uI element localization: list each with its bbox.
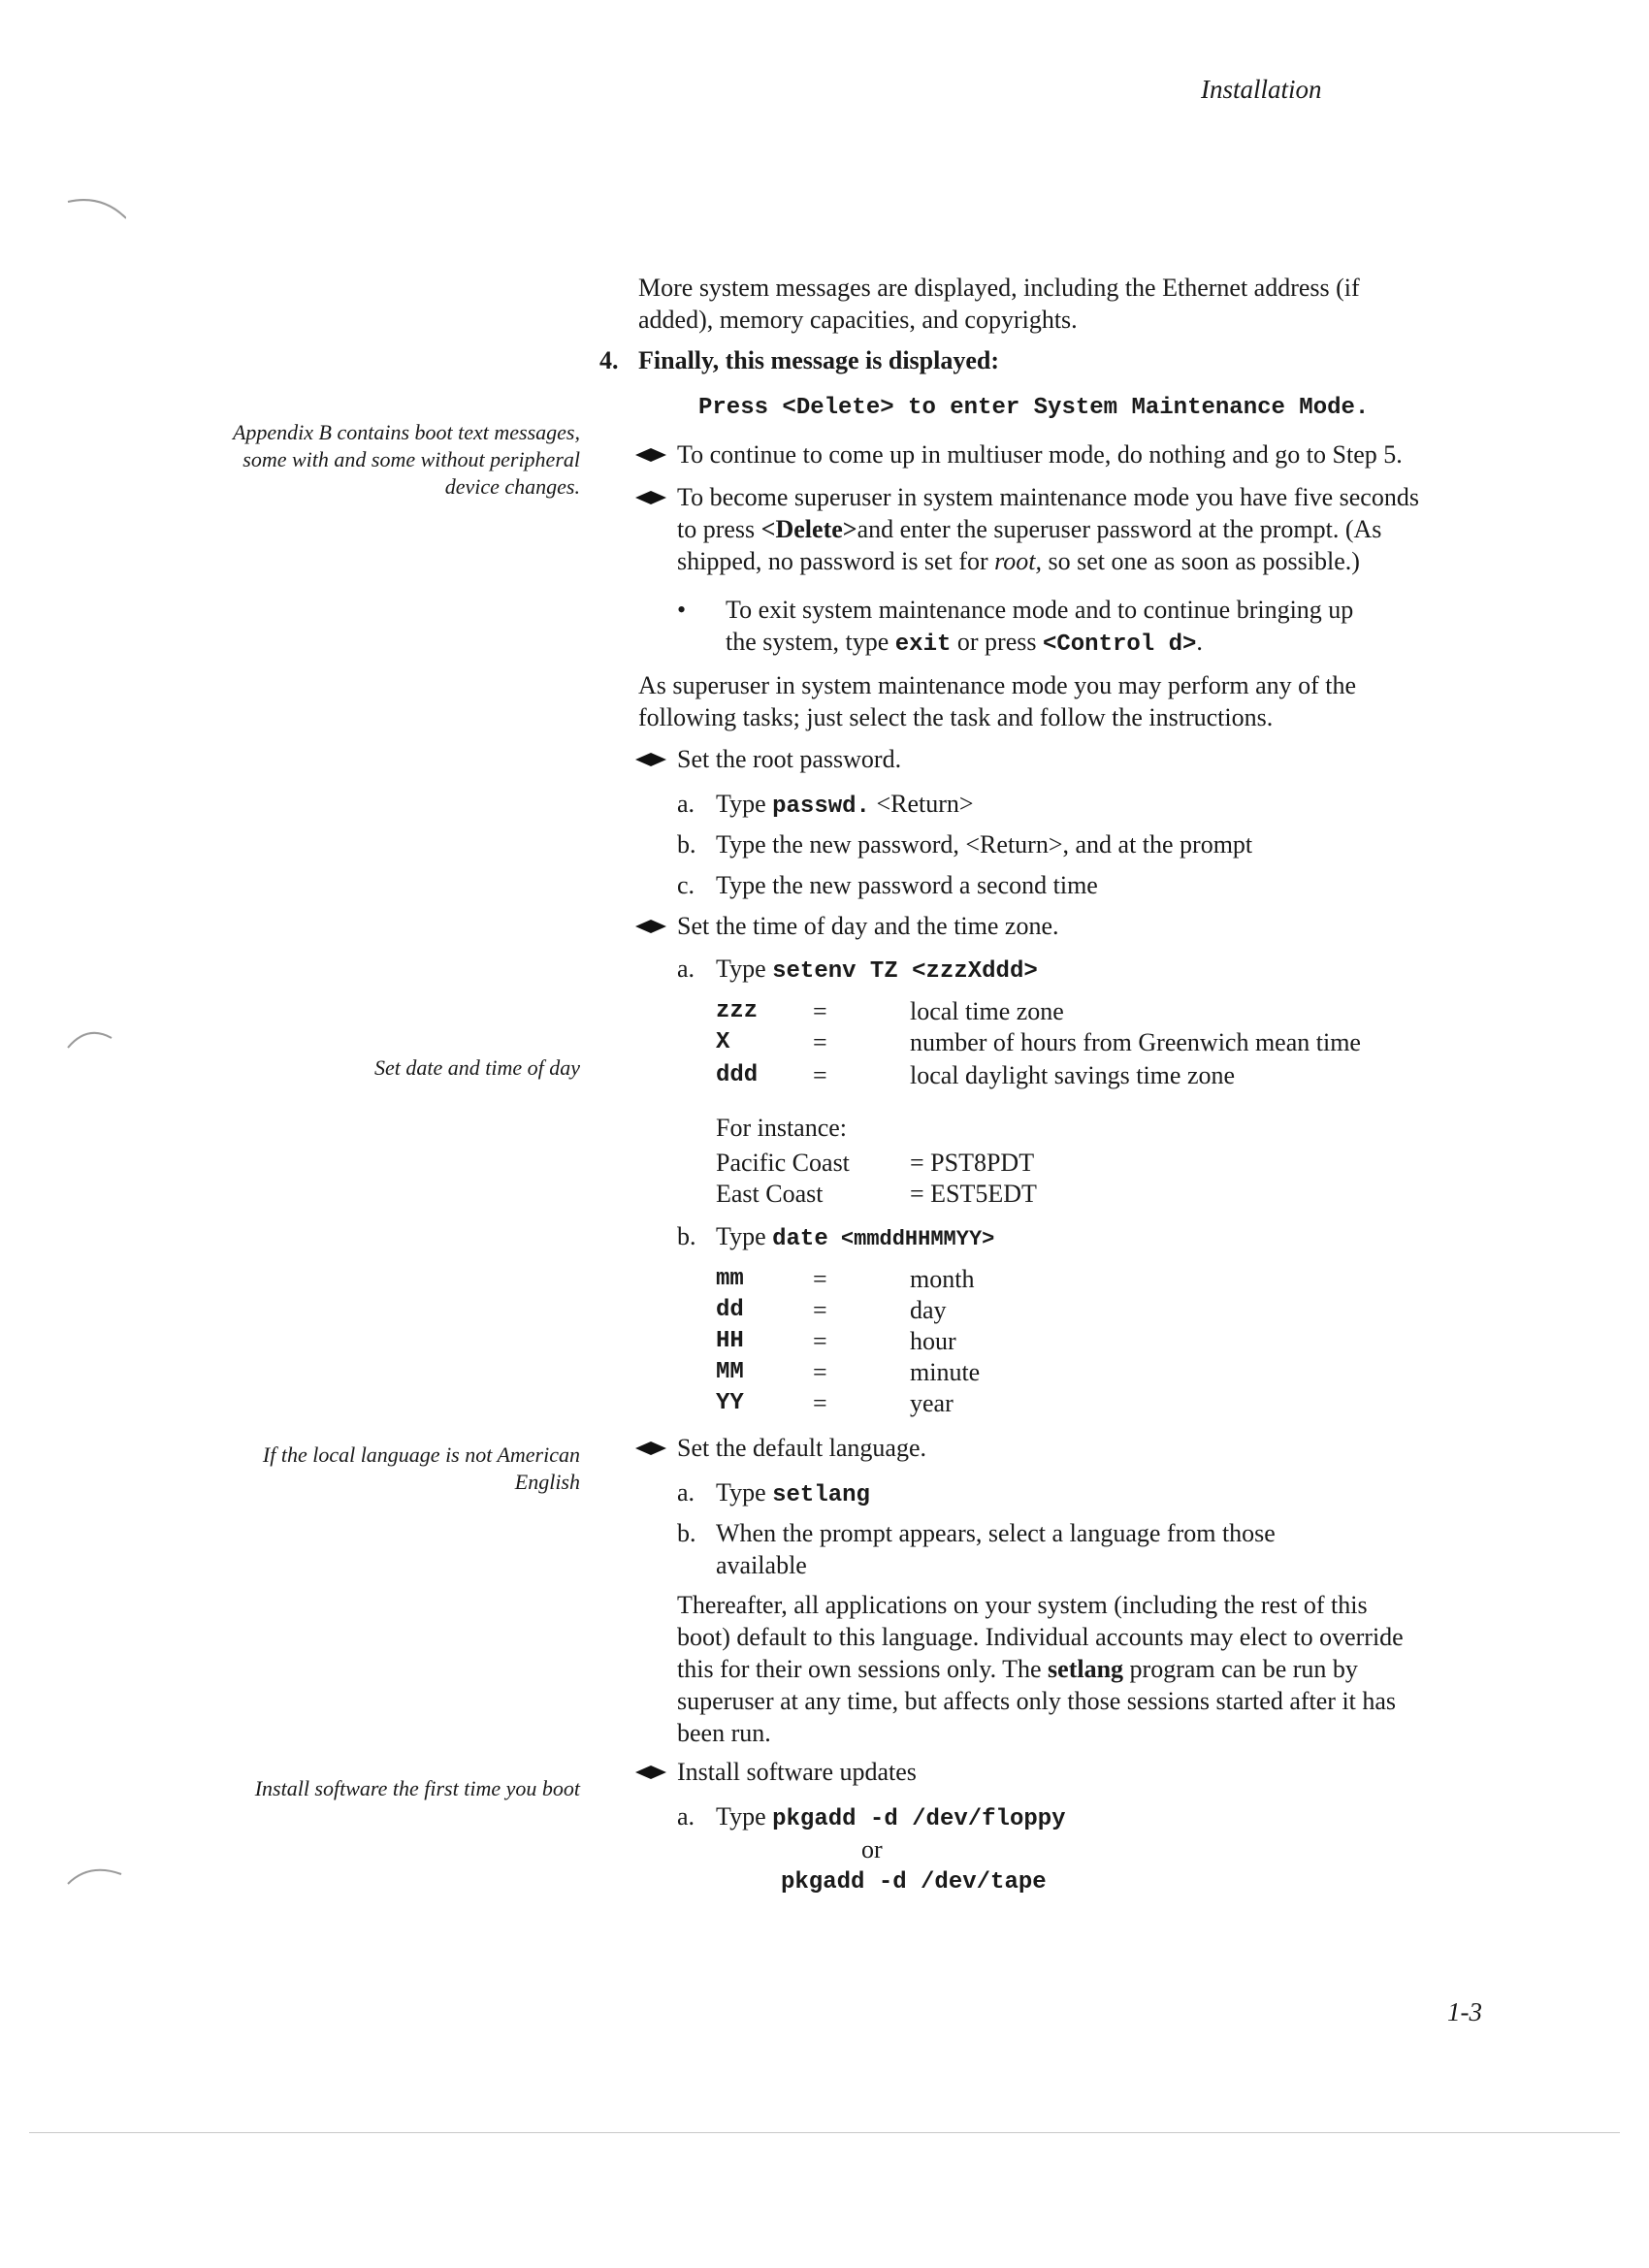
language-paragraph: Thereafter, all applications on your system (including the rest of this boot) default to this language. Individual accounts may elect to override this for their own sessions only. The setlang program can be run by superuser at any time, but affects only those sessions started after it has been run. xyxy=(677,1591,1404,1747)
date-definition-row: MM = minute xyxy=(716,1358,981,1386)
sidebar-note-install-software: Install software the first time you boot xyxy=(254,1776,580,1800)
intro-paragraph: More system messages are displayed, including the Ethernet address (if added), memory capacities, and copyrights. xyxy=(638,274,1360,334)
task-install-software: Install software updates xyxy=(677,1758,917,1786)
diamond-bullet-icon xyxy=(635,1766,666,1779)
boot-message: Press <Delete> to enter System Maintenance Mode. xyxy=(698,395,1370,421)
date-definition-row: mm = month xyxy=(716,1265,975,1293)
lang-step-b: When the prompt appears, select a language from those available xyxy=(716,1519,1276,1579)
dot-bullet: • xyxy=(677,596,687,624)
date-definition-row: HH = hour xyxy=(716,1327,956,1355)
task-language: Set the default language. xyxy=(677,1434,927,1462)
for-instance-label: For instance: xyxy=(716,1114,848,1142)
root-step-c: Type the new password a second time xyxy=(716,871,1098,899)
date-definition-row: YY = year xyxy=(716,1389,954,1417)
step-label: a. xyxy=(677,955,695,983)
binder-hole-mark xyxy=(29,184,126,281)
example-row: Pacific Coast = PST8PDT xyxy=(716,1149,1035,1177)
diamond-bullet-icon xyxy=(635,920,666,933)
step-label: c. xyxy=(677,871,695,899)
example-row: East Coast = EST5EDT xyxy=(716,1180,1037,1208)
command-tape: pkgadd -d /dev/tape xyxy=(781,1869,1047,1895)
diamond-bullet-icon xyxy=(635,448,666,462)
step-label: a. xyxy=(677,1478,695,1507)
step-label: b. xyxy=(677,1519,696,1547)
date-definition-row: dd = day xyxy=(716,1296,947,1324)
definition-row: ddd = local daylight savings time zone xyxy=(716,1061,1236,1089)
bullet-multiuser: To continue to come up in multiuser mode, do nothing and go to Step 5. xyxy=(677,440,1403,469)
root-step-a: Type passwd. <Return> xyxy=(716,790,974,820)
binder-hole-mark xyxy=(29,1853,126,1950)
step-number: 4. xyxy=(599,346,619,374)
definition-row: X = number of hours from Greenwich mean time xyxy=(716,1028,1361,1056)
sidebar-note-language: If the local language is not American English xyxy=(262,1442,580,1494)
diamond-bullet-icon xyxy=(635,753,666,766)
step-label: a. xyxy=(677,790,695,818)
tz-step-b: Type date <mmddHHMMYY> xyxy=(716,1222,995,1252)
step-label: b. xyxy=(677,830,696,859)
tz-step-a: Type setenv TZ <zzzXddd> xyxy=(716,955,1038,985)
running-header: Installation xyxy=(1201,75,1322,104)
step-label: a. xyxy=(677,1802,695,1831)
or-text: or xyxy=(861,1835,883,1863)
bullet-superuser: To become superuser in system maintenance mode you have five seconds to press <Delete>and enter the superuser password at the prompt. (As shipped, no password is set for root, so set one as soon as possible.) xyxy=(677,483,1419,575)
diamond-bullet-icon xyxy=(635,1442,666,1455)
root-step-b: Type the new password, <Return>, and at the prompt xyxy=(716,830,1253,859)
diamond-bullet-icon xyxy=(635,491,666,504)
step-text: Finally, this message is displayed: xyxy=(638,346,999,374)
task-root-password: Set the root password. xyxy=(677,745,902,773)
bullet-exit: To exit system maintenance mode and to continue bringing up the system, type exit or press <Control d>. xyxy=(726,596,1354,658)
sidebar-note-appendix: Appendix B contains boot text messages, some with and some without peripheral device changes. xyxy=(232,420,580,499)
definition-row: zzz = local time zone xyxy=(716,997,1064,1025)
sidebar-note-date-time: Set date and time of day xyxy=(373,1055,580,1080)
software-step-a: Type pkgadd -d /dev/floppy xyxy=(716,1802,1066,1832)
lang-step-a: Type setlang xyxy=(716,1478,870,1508)
page-number: 1-3 xyxy=(1447,1997,1482,2026)
binder-hole-mark xyxy=(29,1019,126,1116)
tasks-intro: As superuser in system maintenance mode you may perform any of the following tasks; just select the task and follow the instructions. xyxy=(638,671,1357,731)
step-label: b. xyxy=(677,1222,696,1250)
task-time-zone: Set the time of day and the time zone. xyxy=(677,912,1059,940)
page-edge-line xyxy=(29,2132,1620,2133)
